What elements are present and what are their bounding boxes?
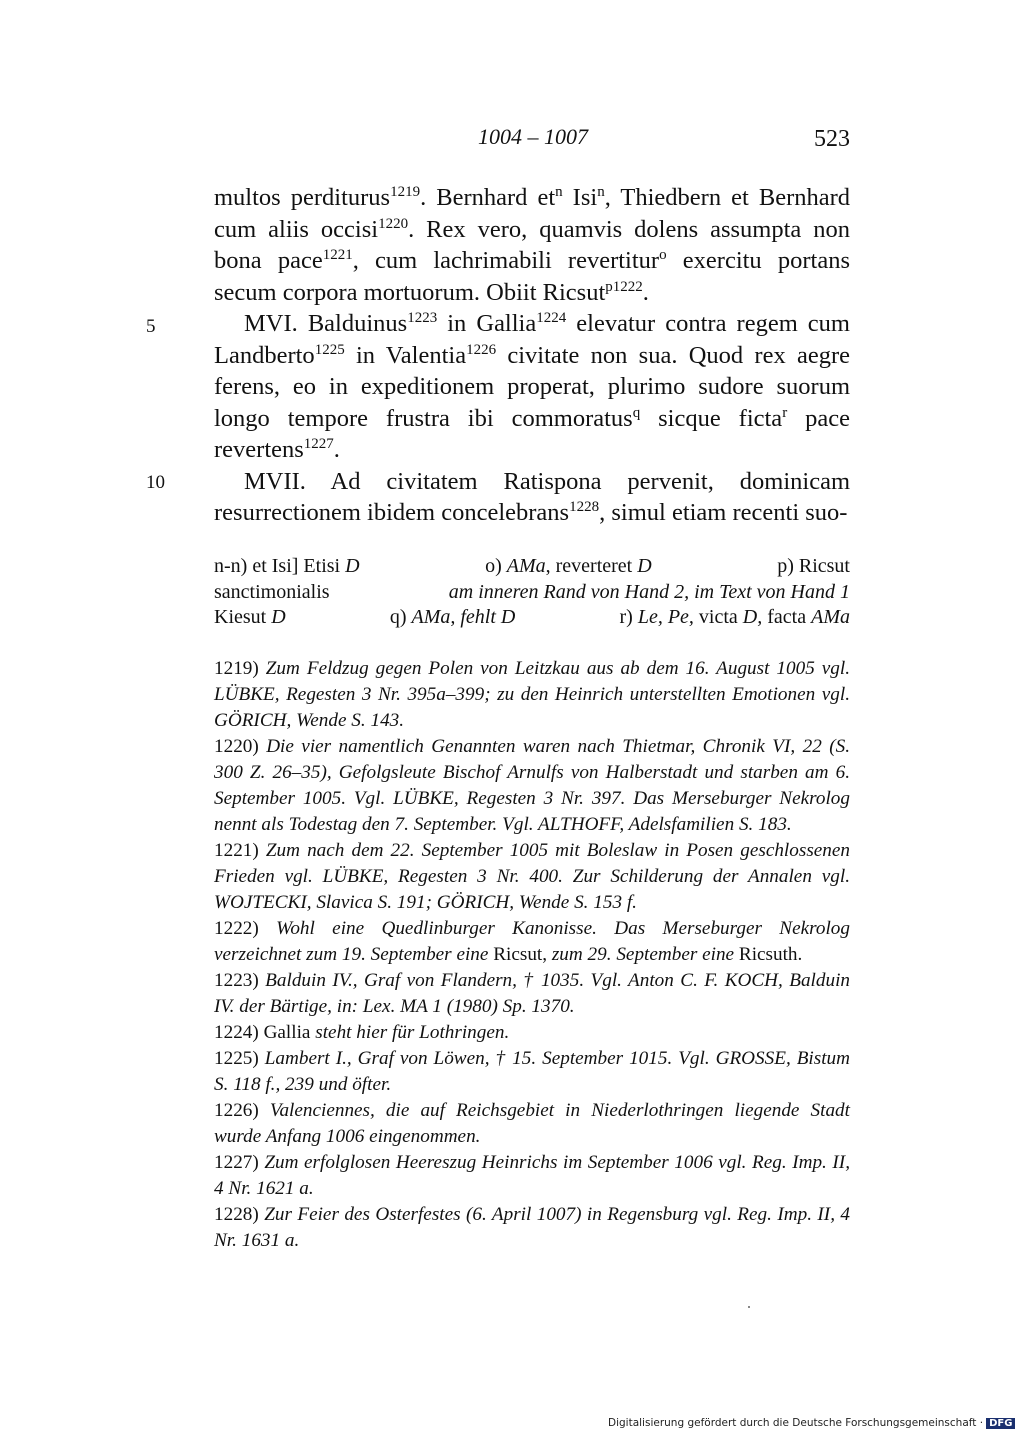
footnote-1222: 1222) Wohl eine Quedlinburger Kanonisse. Das Merseburger Nekrolog verzeichnet zum 19. September eine Ricsut, zum 29. September eine Ricsuth. [214, 918, 850, 965]
footnote-1219: 1219) Zum Feldzug gegen Polen von Leitzkau aus ab dem 16. August 1005 vgl. LÜBKE, Regesten 3 Nr. 395a–399; zu den Heinrich unterstellten Emotionen vgl. GÖRICH, Wende S. 143. [214, 658, 851, 731]
footer-text: Digitalisierung gefördert durch die Deutsche Forschungsgemeinschaft · [608, 1417, 984, 1429]
footnote-1220: 1220) Die vier namentlich Genannten waren nach Thietmar, Chronik VI, 22 (S. 300 Z. 26–35), Gefolgsleute Bischof Arnulfs von Halberstadt und starben am 6. September 1005. Vgl. LÜBKE, Regesten 3 Nr. 397. Das Merseburger Nekrolog nennt als Todestag den 7. September. Vgl. ALTHOFF, Adelsfamilien S. 183. [214, 736, 850, 835]
main-text [214, 182, 850, 529]
paragraph-2: MVI. Balduinus$^{1223}$ in Gallia$^{1224}$ elevatur contra regem cum Landberto$^{1225}$ in Valentia$^{1226}$ civitate non sua. Quod rex aegre ferens, eo in expeditionem properat, plurimo sudore suorum longo tempore frustra ibi commoratus$^q$ sicque ficta$^r$ pace revertens$^{1227}$. [214, 309, 850, 463]
paragraph-3: MVII. Ad civitatem Ratispona pervenit, dominicam resurrectionem ibidem concelebrans$^{1228}$, simul etiam recenti suo- [214, 467, 850, 526]
apparatus-entry-p: p) Ricsut [777, 555, 850, 577]
footnotes [214, 656, 850, 1254]
apparatus-entry-n: n-n) et Isi] Etisi D [214, 555, 360, 577]
scan-speck [748, 1306, 750, 1308]
page-number: 523 [814, 126, 850, 152]
apparatus-line-2: sanctimonialis am inneren Rand von Hand 2, im Text von Hand 1 [214, 580, 850, 603]
apparatus-entry-p-variant: Kiesut D [214, 606, 286, 628]
footnote-1224: 1224) Gallia steht hier für Lothringen. [214, 1022, 510, 1043]
apparatus-entry-q: q) AMa, fehlt D [389, 606, 516, 628]
footnote-1228: 1228) Zur Feier des Osterfestes (6. April 1007) in Regensburg vgl. Reg. Imp. II, 4 Nr. 1631 a. [214, 1204, 851, 1251]
digitization-footer [608, 1417, 1015, 1429]
line-number-5: 5 [146, 316, 156, 337]
critical-apparatus [214, 554, 850, 631]
running-head: 1004 – 1007 [478, 124, 588, 149]
footnote-1225: 1225) Lambert I., Graf von Löwen, † 15. September 1015. Vgl. GROSSE, Bistum S. 118 f., 239 und öfter. [214, 1048, 850, 1095]
footnote-1227: 1227) Zum erfolglosen Heereszug Heinrichs im September 1006 vgl. Reg. Imp. II, 4 Nr. 1621 a. [214, 1152, 850, 1199]
footnote-1221: 1221) Zum nach dem 22. September 1005 mit Boleslaw in Posen geschlossenen Frieden vgl. LÜBKE, Regesten 3 Nr. 400. Zur Schilderung der Annalen vgl. WOJTECKI, Slavica S. 191; GÖRICH, Wende S. 153 f. [214, 840, 851, 913]
footnote-1226: 1226) Valenciennes, die auf Reichsgebiet in Niederlothringen liegende Stadt wurde Anfang 1006 eingenommen. [214, 1100, 850, 1147]
footnote-1223: 1223) Balduin IV., Graf von Flandern, † 1035. Vgl. Anton C. F. KOCH, Balduin IV. der Bärtige, in: Lex. MA 1 (1980) Sp. 1370. [214, 970, 850, 1017]
paragraph-1: multos perditurus$^{1219}$. Bernhard $et^n$ Isi$^n$, Thiedbern et Bernhard cum aliis occisi$^{1220}$. Rex vero, quamvis dolens assumpta non bona pace$^{1221}$, cum lachrimabili revertitur$^o$ exercitu portans secum corpora mortuorum. Obiit Ricsut$^{p1222}$. [214, 183, 851, 306]
line-number-10: 10 [146, 472, 165, 493]
apparatus-line-1 [214, 554, 850, 580]
dfg-logo: DFG [986, 1418, 1015, 1429]
apparatus-entry-r: r) Le, Pe, victa D, facta AMa [619, 606, 850, 628]
apparatus-line-3 [214, 605, 850, 631]
apparatus-entry-o: o) AMa, reverteret D [485, 555, 652, 577]
